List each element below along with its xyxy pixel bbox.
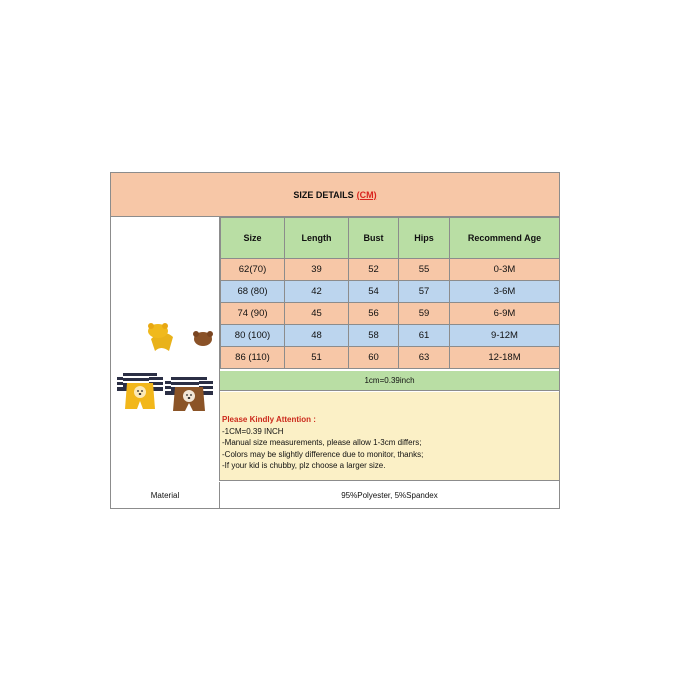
attention-line: -1CM=0.39 INCH: [222, 426, 284, 436]
table-cell: 0-3M: [450, 259, 560, 281]
table-cell: 62(70): [221, 259, 285, 281]
table-cell: 6-9M: [450, 303, 560, 325]
size-table: [220, 217, 560, 369]
table-cell: 45: [285, 303, 349, 325]
table-cell: 68 (80): [221, 281, 285, 303]
attention-line: -Colors may be slightly difference due to monitor, thanks;: [222, 449, 424, 459]
table-cell: 58: [349, 325, 399, 347]
table-cell: 48: [285, 325, 349, 347]
attention-line: -Manual size measurements, please allow 1-3cm differs;: [222, 438, 422, 447]
brown-bear-romper: [165, 331, 213, 411]
table-cell: 80 (100): [221, 325, 285, 347]
table-cell: 63: [399, 347, 450, 369]
column-header-size: Size: [221, 218, 285, 259]
table-cell: 3-6M: [450, 281, 560, 303]
yellow-bear-romper: [117, 323, 173, 409]
table-row: [221, 303, 560, 325]
column-header-hips: Hips: [399, 218, 450, 259]
attention-box: [220, 392, 559, 481]
table-cell: 51: [285, 347, 349, 369]
table-cell: 57: [399, 281, 450, 303]
table-cell: 59: [399, 303, 450, 325]
table-cell: 56: [349, 303, 399, 325]
material-value: 95%Polyester, 5%Spandex: [341, 491, 438, 500]
attention-line: -If your kid is chubby, plz choose a larger size.: [222, 461, 386, 470]
table-cell: 12-18M: [450, 347, 560, 369]
conversion-note: 1cm=0.39inch: [220, 371, 559, 391]
table-row: [221, 259, 560, 281]
product-image-cell: [111, 217, 220, 481]
table-cell: 60: [349, 347, 399, 369]
material-label: Material: [111, 482, 220, 509]
table-cell: 54: [349, 281, 399, 303]
table-cell: 9-12M: [450, 325, 560, 347]
attention-title: Please Kindly Attention :: [222, 415, 316, 424]
size-details-header: [111, 173, 559, 217]
column-header-length: Length: [285, 218, 349, 259]
column-header-recommend-age: Recommend Age: [450, 218, 560, 259]
size-chart: [110, 172, 560, 509]
size-unit-label: (CM): [356, 189, 377, 200]
size-table-header-row: [221, 218, 560, 259]
table-cell: 74 (90): [221, 303, 285, 325]
table-row: [221, 347, 560, 369]
table-cell: 61: [399, 325, 450, 347]
table-cell: 39: [285, 259, 349, 281]
product-image: [111, 301, 219, 411]
table-row: [221, 325, 560, 347]
table-cell: 52: [349, 259, 399, 281]
table-cell: 86 (110): [221, 347, 285, 369]
size-details-title: SIZE DETAILS: [293, 189, 354, 200]
table-row: [221, 281, 560, 303]
table-cell: 42: [285, 281, 349, 303]
table-cell: 55: [399, 259, 450, 281]
column-header-bust: Bust: [349, 218, 399, 259]
